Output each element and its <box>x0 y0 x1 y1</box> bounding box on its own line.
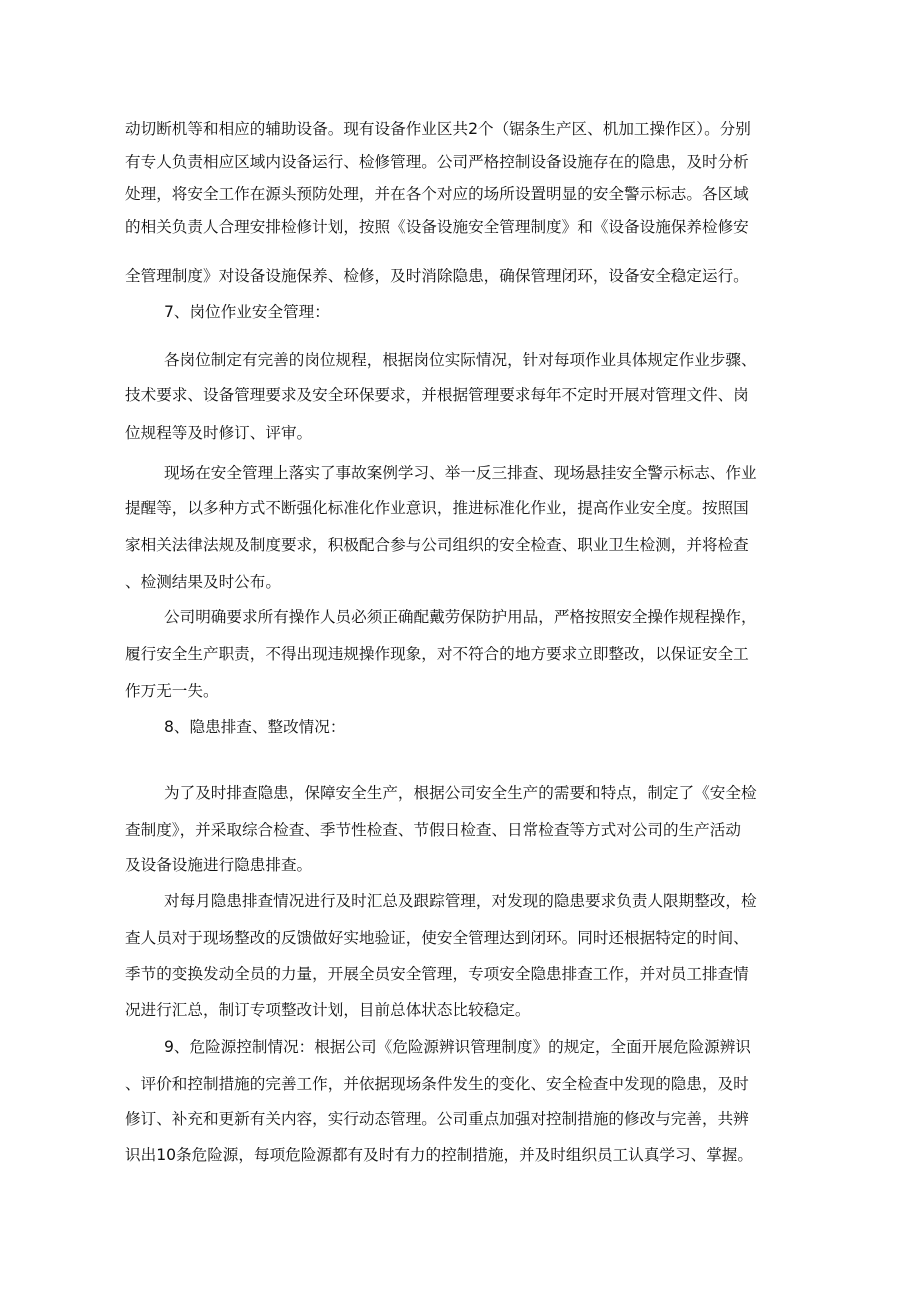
text-line: 动切断机等和相应的辅助设备。现有设备作业区共2个（锯条生产区、机加工操作区）。分别 <box>125 120 751 138</box>
text-line: 作万无一失。 <box>125 682 219 700</box>
text-line: 查人员对于现场整改的反馈做好实地验证，使安全管理达到闭环。同时还根据特定的时间、 <box>125 929 749 947</box>
text-line: 为了及时排查隐患，保障安全生产，根据公司安全生产的需要和特点，制定了《安全检 <box>164 784 757 802</box>
text-line: 对每月隐患排查情况进行及时汇总及跟踪管理，对发现的隐患要求负责人限期整改，检 <box>164 892 757 910</box>
text-line: 的相关负责人合理安排检修计划，按照《设备设施安全管理制度》和《设备设施保养检修安 <box>125 218 749 236</box>
section-heading: 7、岗位作业安全管理： <box>164 303 330 321</box>
text-line: 处理，将安全工作在源头预防处理，并在各个对应的场所设置明显的安全警示标志。各区域 <box>125 185 749 203</box>
text-line: 家相关法律法规及制度要求，积极配合参与公司组织的安全检查、职业卫生检测，并将检查 <box>125 536 749 554</box>
section-heading: 8、隐患排查、整改情况： <box>164 718 346 736</box>
text-line: 识出10条危险源，每项危险源都有及时有力的控制措施，并及时组织员工认真学习、掌握。 <box>125 1146 753 1164</box>
text-line: 、评价和控制措施的完善工作，并依据现场条件发生的变化、安全检查中发现的隐患，及时 <box>125 1075 749 1093</box>
text-line: 位规程等及时修订、评审。 <box>125 424 313 442</box>
text-line: 况进行汇总，制订专项整改计划，目前总体状态比较稳定。 <box>125 1001 531 1019</box>
text-line: 修订、补充和更新有关内容，实行动态管理。公司重点加强对控制措施的修改与完善，共辨 <box>125 1110 749 1128</box>
text-line: 各岗位制定有完善的岗位规程，根据岗位实际情况，针对每项作业具体规定作业步骤、 <box>164 351 757 369</box>
text-line: 9、危险源控制情况：根据公司《危险源辨识管理制度》的规定，全面开展危险源辨识 <box>164 1038 751 1056</box>
text-line: 有专人负责相应区域内设备运行、检修管理。公司严格控制设备设施存在的隐患，及时分析 <box>125 153 749 171</box>
text-line: 技术要求、设备管理要求及安全环保要求，并根据管理要求每年不定时开展对管理文件、岗 <box>125 386 749 404</box>
text-line: 查制度》，并采取综合检查、季节性检查、节假日检查、日常检查等方式对公司的生产活动 <box>125 821 741 839</box>
text-line: 、检测结果及时公布。 <box>125 573 281 591</box>
text-line: 履行安全生产职责，不得出现违规操作现象，对不符合的地方要求立即整改，以保证安全工 <box>125 645 749 663</box>
text-line: 全管理制度》对设备设施保养、检修，及时消除隐患，确保管理闭环，设备安全稳定运行。 <box>125 267 749 285</box>
text-line: 季节的变换发动全员的力量，开展全员安全管理，专项安全隐患排查工作，并对员工排查情 <box>125 965 749 983</box>
text-line: 提醒等，以多种方式不断强化标准化作业意识，推进标准化作业，提高作业安全度。按照国 <box>125 499 749 517</box>
text-line: 公司明确要求所有操作人员必须正确配戴劳保防护用品，严格按照安全操作规程操作， <box>164 608 757 626</box>
text-line: 及设备设施进行隐患排查。 <box>125 856 313 874</box>
text-line: 现场在安全管理上落实了事故案例学习、举一反三排查、现场悬挂安全警示标志、作业 <box>164 464 757 482</box>
